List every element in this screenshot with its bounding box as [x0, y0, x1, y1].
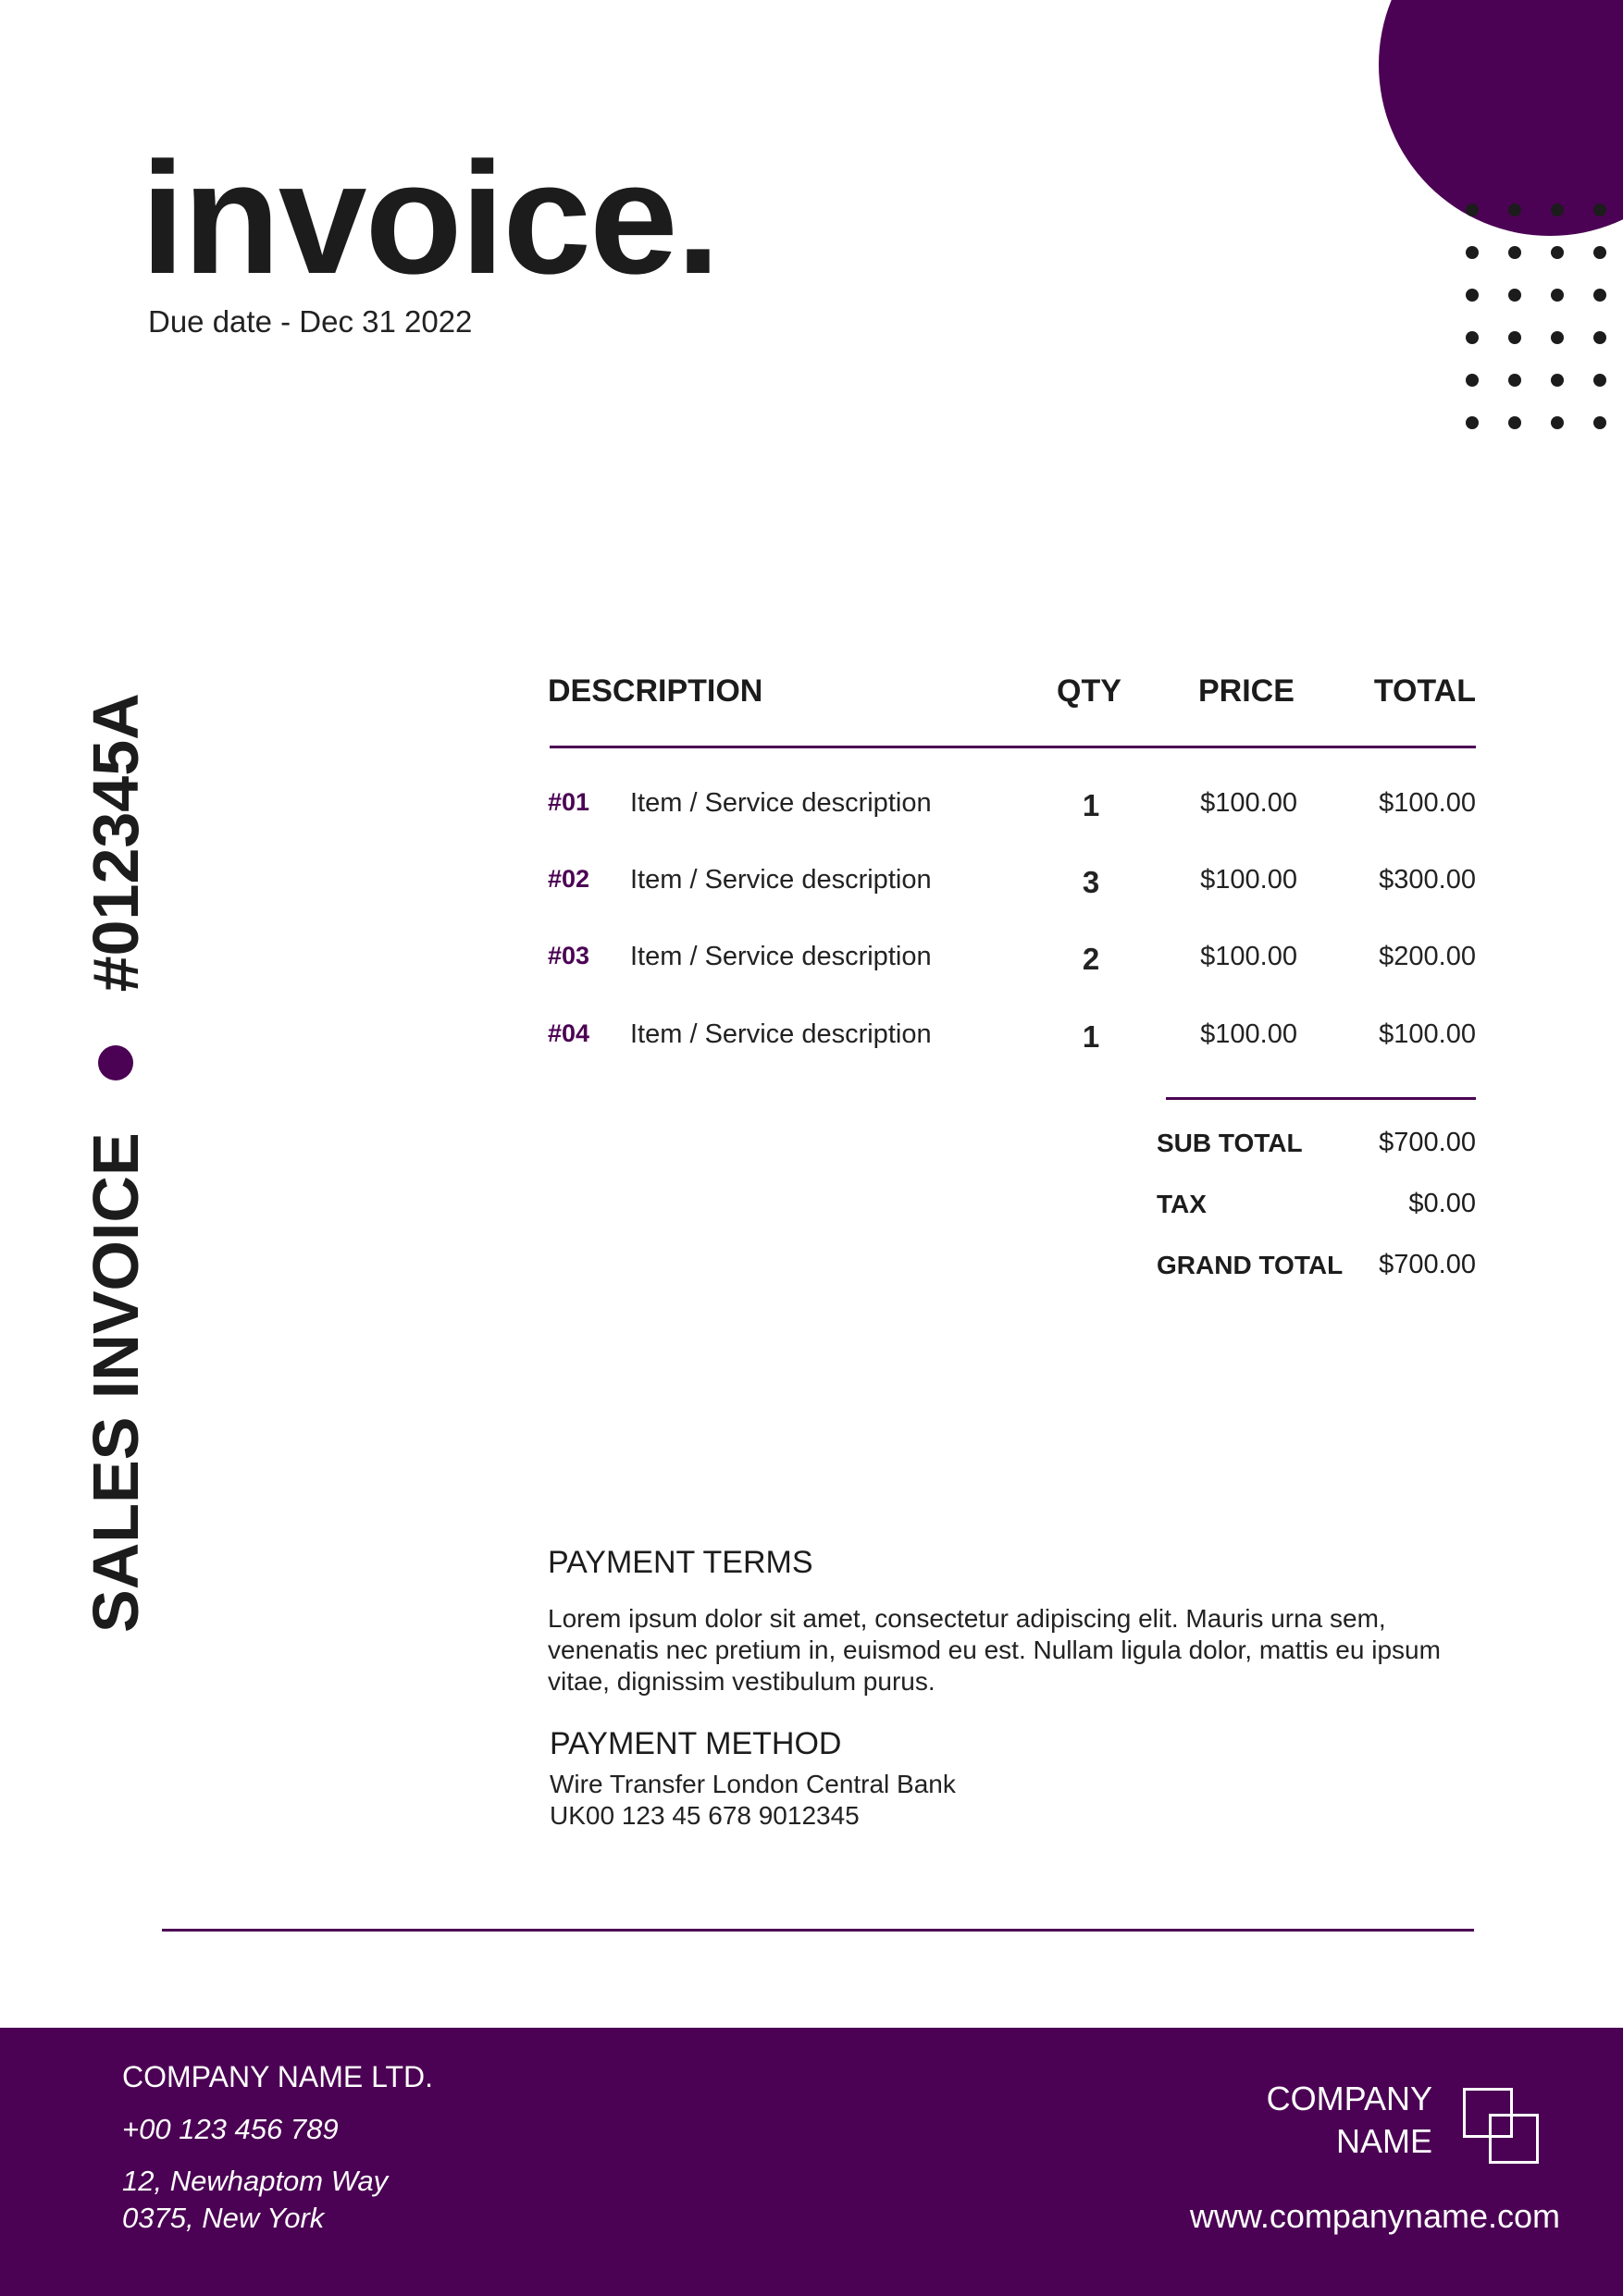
summary-divider	[1166, 1097, 1476, 1100]
side-label	[65, 652, 167, 1633]
subtotal-value: $700.00	[1379, 1128, 1476, 1157]
dot-grid	[1466, 204, 1606, 429]
column-header-description: DESCRIPTION	[548, 673, 763, 709]
payment-method-heading: PAYMENT METHOD	[550, 1726, 842, 1761]
item-total: $300.00	[1379, 865, 1476, 895]
footer-phone: +00 123 456 789	[122, 2113, 339, 2145]
payment-method-line1: Wire Transfer London Central Bank	[550, 1770, 956, 1798]
item-number: #01	[548, 788, 590, 816]
column-header-price: PRICE	[1198, 673, 1295, 709]
table-header-divider	[550, 746, 1476, 748]
table-row	[548, 1019, 1476, 1056]
item-number: #03	[548, 942, 590, 969]
item-description: Item / Service description	[630, 942, 932, 971]
payment-terms-text: Lorem ipsum dolor sit amet, consectetur adipiscing elit. Mauris urna sem, venenatis nec pretium in, euismod eu est. Nullam ligula dolor, mattis eu ipsum vitae, dignissim vestibulum purus.	[548, 1604, 1441, 1696]
item-description: Item / Service description	[630, 1019, 932, 1049]
item-qty: 3	[1082, 865, 1100, 899]
item-total: $200.00	[1379, 942, 1476, 971]
item-description: Item / Service description	[630, 788, 932, 818]
tax-value: $0.00	[1408, 1189, 1476, 1218]
item-price: $100.00	[1200, 865, 1297, 895]
invoice-title: invoice.	[141, 130, 719, 307]
payment-terms-heading: PAYMENT TERMS	[548, 1545, 813, 1580]
grand-total-value: $700.00	[1379, 1250, 1476, 1279]
footer-address-line2: 0375, New York	[122, 2202, 325, 2234]
separator-dot	[98, 1045, 133, 1080]
logo-squares-icon	[1463, 2088, 1537, 2164]
grand-total-label: GRAND TOTAL	[1157, 1251, 1344, 1279]
footer	[0, 2028, 1623, 2296]
item-total: $100.00	[1379, 788, 1476, 818]
decorative-circle	[1379, 0, 1623, 236]
footer-company-name: COMPANY NAME LTD.	[122, 2060, 434, 2093]
invoice-number: #012345A	[80, 693, 152, 993]
item-description: Item / Service description	[630, 865, 932, 895]
payment-method-line2: UK00 123 45 678 9012345	[550, 1801, 860, 1830]
logo-line1: COMPANY	[1266, 2080, 1432, 2117]
item-qty: 1	[1082, 788, 1100, 822]
footer-website: www.companyname.com	[1189, 2197, 1560, 2235]
table-row	[548, 942, 1476, 979]
item-price: $100.00	[1200, 942, 1297, 971]
item-price: $100.00	[1200, 1019, 1297, 1049]
item-number: #02	[548, 865, 590, 893]
subtotal-label: SUB TOTAL	[1157, 1129, 1303, 1157]
item-qty: 2	[1082, 942, 1100, 976]
column-header-qty: QTY	[1057, 673, 1121, 709]
item-number: #04	[548, 1019, 590, 1047]
item-price: $100.00	[1200, 788, 1297, 818]
item-qty: 1	[1082, 1019, 1100, 1054]
column-header-total: TOTAL	[1373, 673, 1476, 709]
tax-label: TAX	[1157, 1190, 1207, 1218]
sales-invoice-label: SALES INVOICE	[80, 1132, 152, 1633]
item-total: $100.00	[1379, 1019, 1476, 1049]
footer-divider	[162, 1929, 1474, 1932]
table-row	[548, 788, 1476, 825]
footer-logo-text	[1267, 2078, 1432, 2163]
footer-address-line1: 12, Newhaptom Way	[122, 2165, 389, 2197]
due-date: Due date - Dec 31 2022	[148, 304, 473, 339]
table-row	[548, 865, 1476, 902]
logo-line2: NAME	[1335, 2122, 1432, 2160]
